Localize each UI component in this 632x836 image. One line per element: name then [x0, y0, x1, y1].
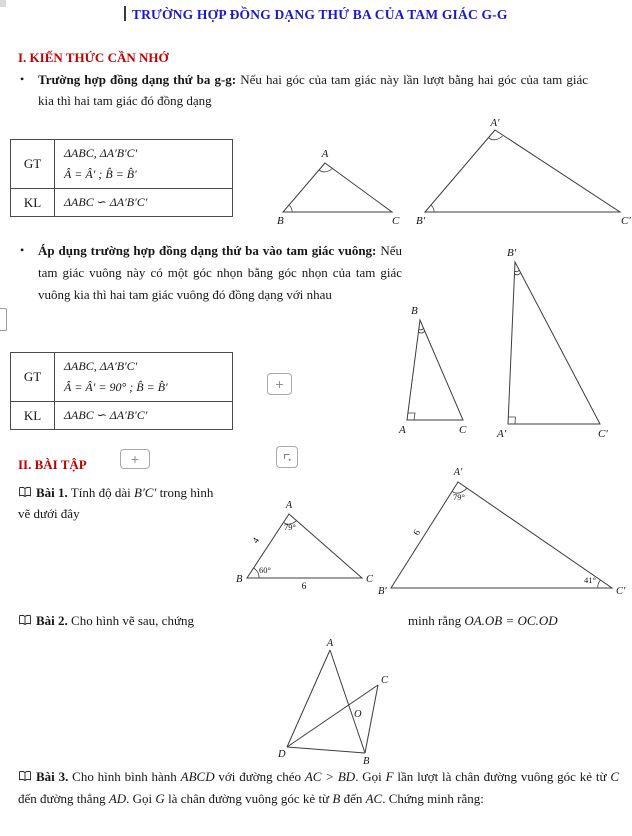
vertex-label-b2: B′	[507, 247, 517, 259]
math-expression: AC	[365, 791, 383, 806]
kl-line: ΔABC ∽ ΔA′B′C′	[64, 408, 148, 422]
right-angle-mark-a2	[508, 417, 515, 424]
section-heading-knowledge: I. KIẾN THỨC CẦN NHỚ	[18, 50, 169, 65]
right-angle-mark-a	[408, 413, 415, 420]
gt-line-2: Â = Â′ ; B̂ = B̂′	[64, 167, 137, 181]
angle-value-c2: 41°	[584, 575, 596, 585]
angle-arc-b2	[515, 273, 521, 275]
bullet-lead: Trường hợp đồng dạng thứ ba g-g:	[38, 72, 237, 87]
gt-label: GT	[11, 140, 55, 189]
exercise-text: minh rằng	[408, 613, 465, 628]
kl-label: KL	[11, 402, 55, 430]
side-length-a2b2: 6	[412, 528, 424, 538]
angle-arc-b	[289, 205, 292, 212]
angle-arc-b2	[431, 205, 434, 212]
segment-db	[287, 747, 365, 753]
vertex-label-b2: B′	[416, 215, 426, 227]
bullet-item-right-triangle	[20, 240, 402, 305]
math-expression: AD	[108, 791, 127, 806]
gt-line-2: Â = Â′ = 90° ; B̂ = B̂′	[64, 380, 168, 394]
right-triangle-a2b2c2	[508, 262, 600, 424]
gt-kl-table-2	[10, 352, 233, 430]
triangle-a2b2c2	[425, 130, 620, 212]
margin-handle[interactable]	[0, 308, 7, 331]
angle-value-a2: 79°	[453, 492, 465, 502]
text-cursor	[124, 6, 126, 21]
vertex-label-a: A	[285, 500, 293, 511]
exercise-text: Cho hình bình hành	[68, 769, 181, 784]
exercise-2-text-right	[408, 610, 558, 631]
bullet-marker: •	[20, 72, 25, 86]
kl-label: KL	[11, 189, 55, 217]
exercise-text: đến	[340, 791, 366, 806]
gt-label: GT	[11, 353, 55, 402]
exercise-text: . Gọi	[126, 791, 156, 806]
bullet-text	[38, 240, 402, 305]
vertex-label-c: C	[459, 424, 467, 436]
exercise-text: lần lượt là chân đường vuông góc kẻ từ	[393, 769, 611, 784]
angle-arc-b	[418, 331, 424, 333]
exercise-2-text	[18, 610, 618, 632]
exercise-text: với đường chéo	[214, 769, 305, 784]
diagram-exercise-1	[228, 460, 632, 600]
exercise-text: trong hình vẽ dưới đây	[18, 485, 214, 521]
kl-content	[55, 189, 233, 217]
bullet-text	[38, 69, 588, 111]
right-triangle-abc	[407, 320, 463, 420]
bullet-marker: •	[20, 243, 25, 257]
vertex-label-a2: A′	[497, 428, 507, 440]
insert-plus-button[interactable]: +	[120, 449, 150, 469]
segment-cb	[365, 685, 378, 753]
gt-content	[55, 353, 233, 402]
exercise-text: đến đường thẳng	[18, 791, 109, 806]
exercise-text: Tính độ dài	[67, 485, 134, 500]
vertex-label-b: B	[411, 305, 418, 317]
vertex-label-c2: C′	[621, 215, 631, 227]
exercise-label: Bài 3.	[36, 769, 69, 784]
exercise-label: Bài 1.	[36, 485, 68, 500]
segment-ab	[330, 650, 365, 753]
document-title	[0, 6, 632, 24]
triangle-a2b2c2	[391, 482, 612, 588]
bullet-body: Nếu hai góc của tam giác này lần lượt bằng hai góc của tam giác kia thì hai tam giác đó đồng dạng	[38, 72, 588, 108]
section-heading-exercises: II. BÀI TẬP	[18, 457, 87, 472]
math-expression: B′C′	[134, 485, 157, 500]
vertex-label-a: A	[321, 148, 329, 160]
kl-content	[55, 402, 233, 430]
bullet-lead: Áp dụng trường hợp đồng dạng thứ ba vào tam giác vuông:	[38, 243, 377, 258]
book-icon	[18, 770, 32, 782]
vertex-label-b: B	[236, 574, 243, 585]
exercise-text: . Chứng minh rằng:	[382, 791, 484, 806]
math-expression: F	[385, 769, 394, 784]
diagram-gg-triangles	[265, 118, 632, 230]
diagram-exercise-2	[270, 636, 415, 768]
math-expression: C	[610, 769, 619, 784]
exercise-label: Bài 2.	[36, 613, 68, 628]
table-row	[11, 140, 233, 189]
vertex-label-b2: B′	[378, 586, 387, 597]
exercise-text: là chân đường vuông góc kẻ từ	[164, 791, 333, 806]
bullet-body: Nếu tam giác vuông này có một góc nhọn bằng góc nhọn của tam giác vuông kia thì hai tam giác vuông đó đồng dạng với nhau	[38, 243, 402, 302]
vertex-label-b: B	[277, 215, 284, 227]
book-icon	[18, 486, 32, 498]
vertex-label-c: C	[381, 675, 389, 686]
math-expression: ABCD	[180, 769, 215, 784]
table-row	[11, 189, 233, 217]
angle-value-a: 79°	[284, 522, 296, 532]
gt-kl-table-1	[10, 139, 233, 217]
math-expression: B	[332, 791, 341, 806]
vertex-label-a2: A′	[453, 467, 463, 478]
kl-line: ΔABC ∽ ΔA′B′C′	[64, 195, 148, 209]
angle-value-b: 60°	[259, 565, 271, 575]
vertex-label-a: A	[399, 424, 406, 436]
gt-line-1: ΔABC, ΔA′B′C′	[64, 359, 138, 373]
side-length-ab: 4	[251, 536, 263, 546]
angle-arc-c2	[598, 580, 601, 588]
vertex-label-c2: C′	[616, 586, 626, 597]
exercise-3-text	[18, 766, 619, 810]
side-length-bc: 6	[301, 582, 307, 592]
angle-arc-a2	[489, 136, 503, 140]
vertex-label-c: C	[366, 574, 374, 585]
math-expression: G	[155, 791, 165, 806]
exercise-text: Cho hình vẽ sau, chứng	[67, 613, 194, 628]
angle-arc-b2	[515, 270, 520, 272]
table-row	[11, 353, 233, 402]
math-expression: OA.OB = OC.OD	[464, 613, 558, 628]
math-expression: AC > BD	[304, 769, 356, 784]
vertex-label-c: C	[392, 215, 400, 227]
vertex-label-a2: A′	[490, 117, 500, 129]
exercise-1-text	[18, 482, 216, 524]
exercise-text: . Gọi	[355, 769, 386, 784]
vertex-label-a: A	[326, 638, 334, 649]
triangle-abc	[283, 163, 392, 212]
angle-arc-b	[419, 328, 424, 330]
gt-content	[55, 140, 233, 189]
vertex-label-c2: C′	[598, 428, 608, 440]
gt-line-1: ΔABC, ΔA′B′C′	[64, 146, 138, 160]
book-icon	[18, 614, 32, 626]
vertex-label-b: B	[363, 756, 370, 767]
table-row	[11, 402, 233, 430]
diagram-right-triangles	[395, 243, 632, 441]
title-text: TRƯỜNG HỢP ĐỒNG DẠNG THỨ BA CỦA TAM GIÁC G-G	[131, 7, 508, 22]
vertex-label-d: D	[278, 749, 286, 760]
angle-arc-a	[319, 169, 333, 172]
vertex-label-o: O	[354, 709, 362, 720]
insert-plus-button[interactable]: +	[267, 373, 292, 395]
bullet-item-gg-case	[20, 69, 588, 111]
